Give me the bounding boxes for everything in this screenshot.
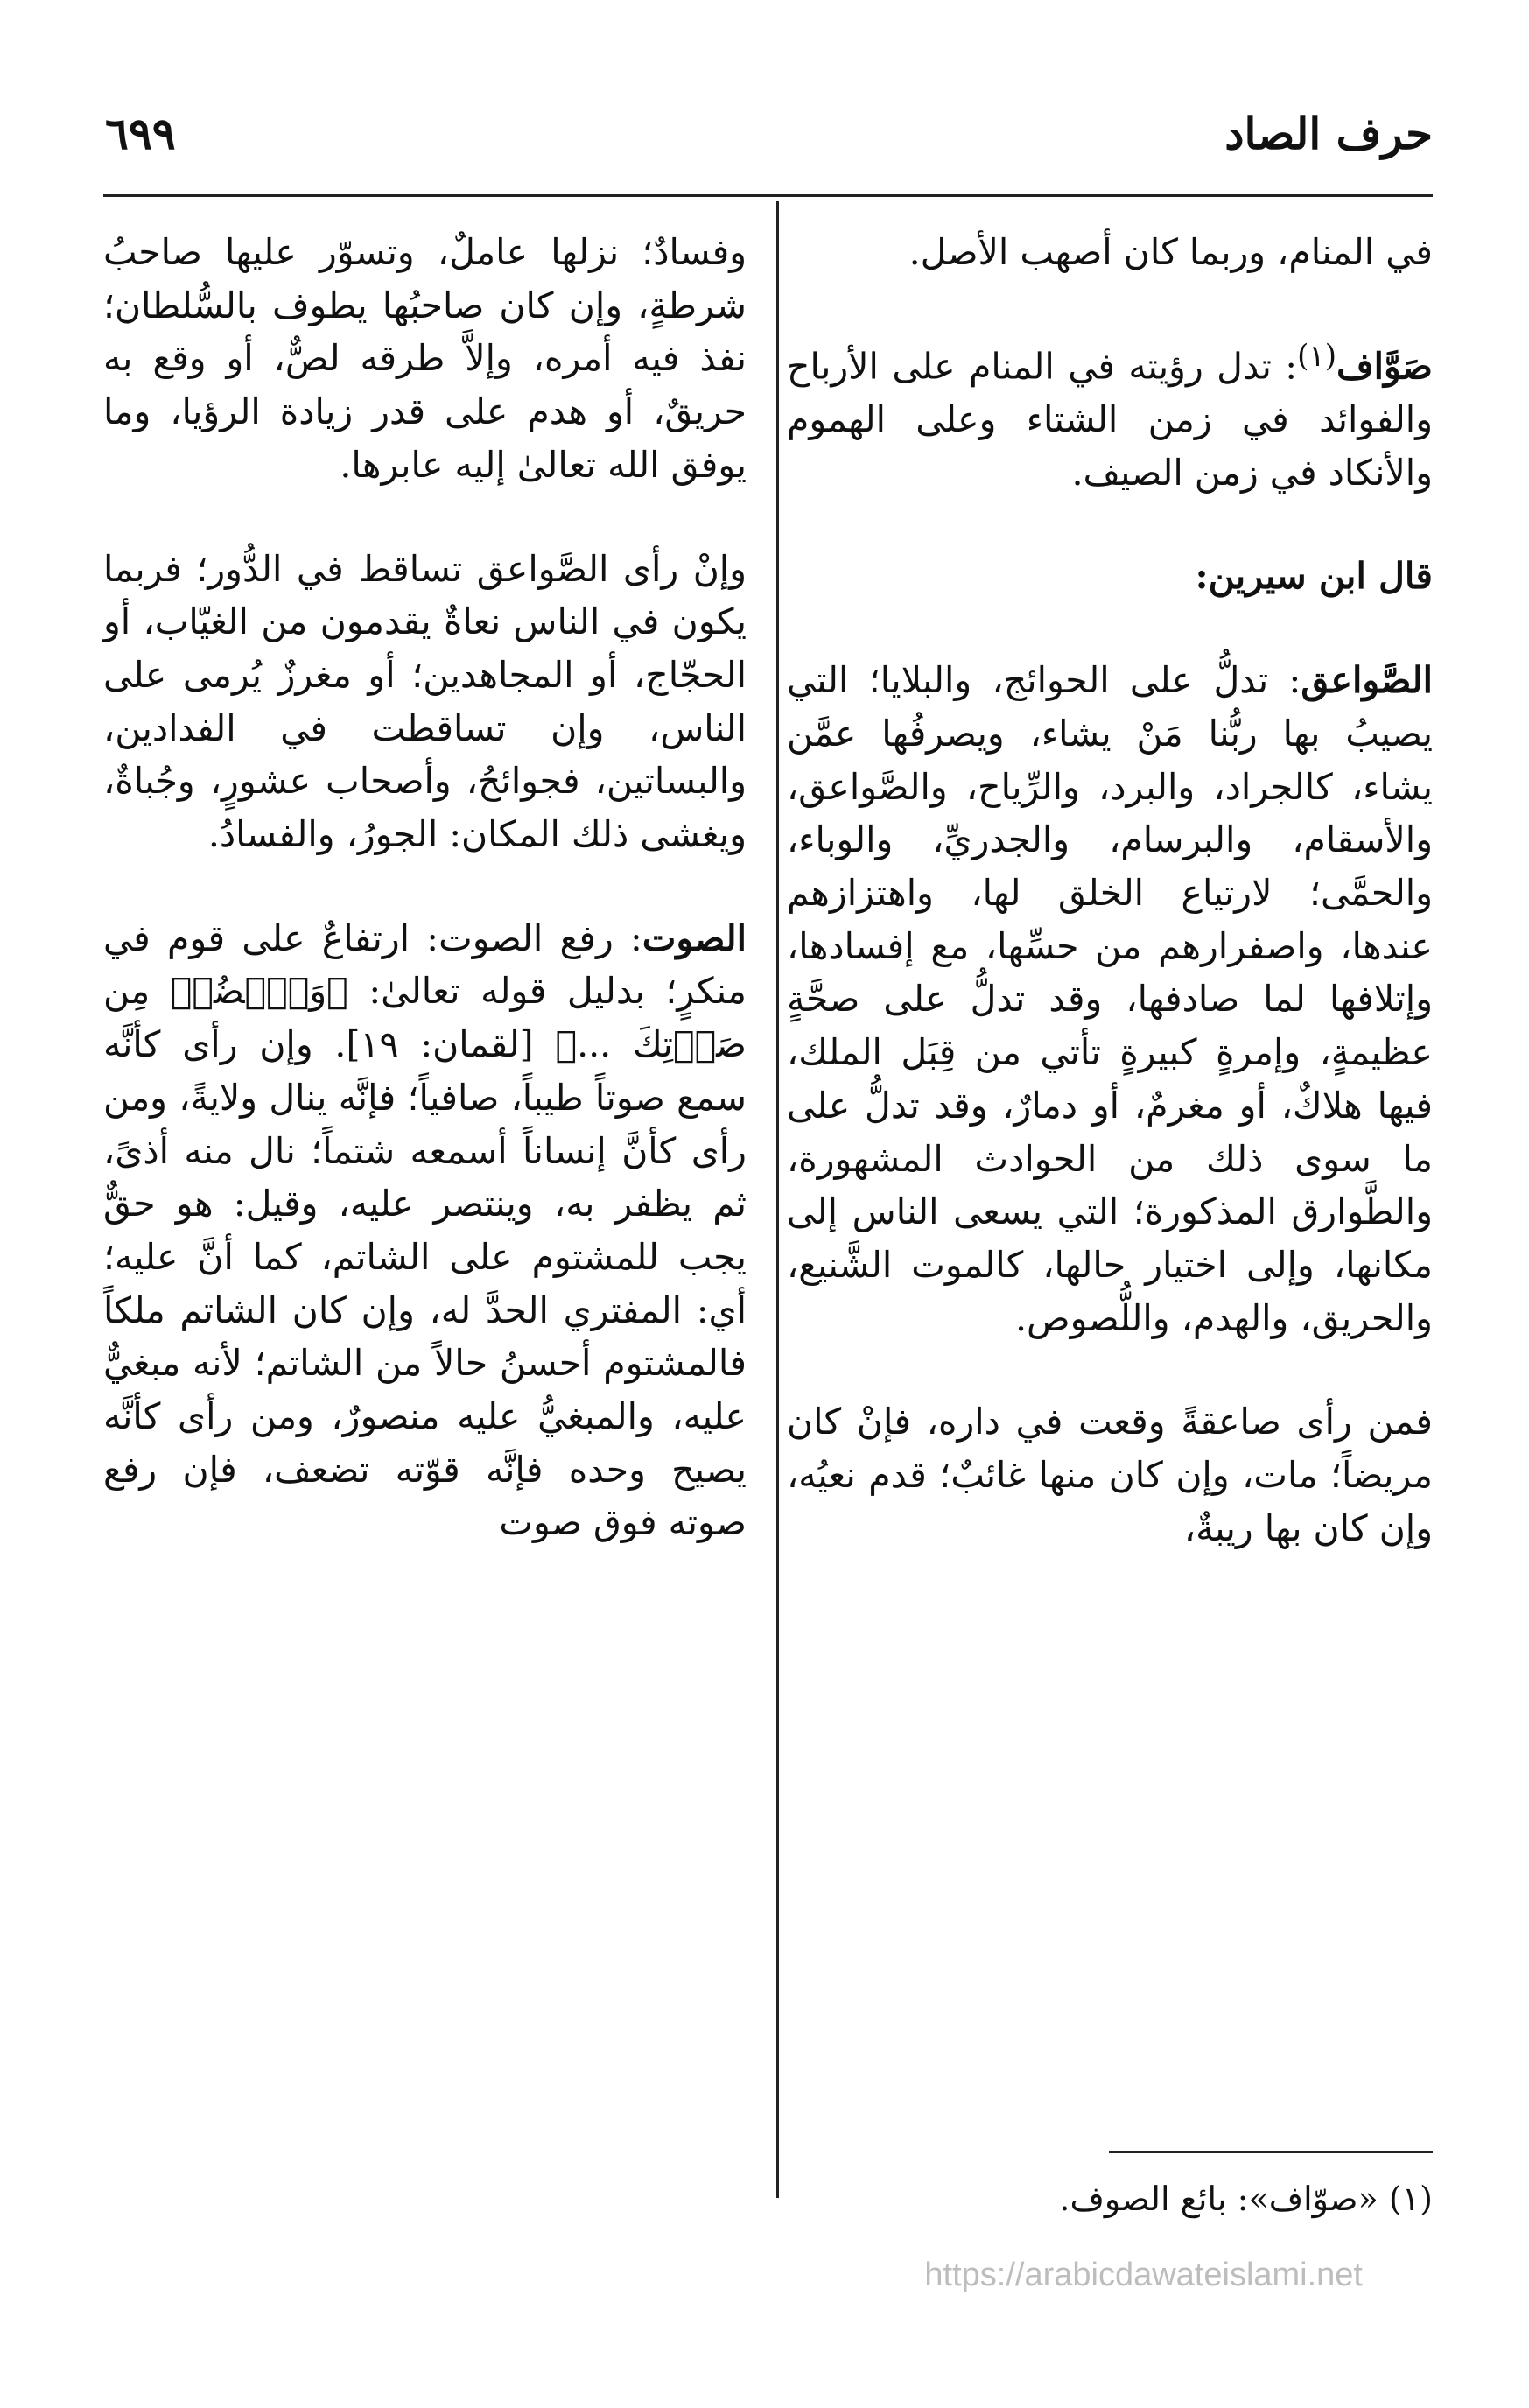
left-column [103, 226, 747, 1549]
paragraph-text: : تدل رؤيته في المنام على الأرباح والفوائد في زمن الشتاء وعلى الهموم والأنكاد في زمن الصيف. [787, 345, 1433, 494]
paragraph-text: : رفع الصوت: ارتفاعٌ على قوم في منكرٍ؛ بدليل قوله تعالىٰ: ﴿وَٱغۡضُضۡ مِن صَوۡتِكَ ...﴾ [لقمان: ١٩]. وإن رأى كأنَّه سمع صوتاً طيباً، صافياً؛ فإنَّه ينال ولايةً، ومن رأى كأنَّ إنساناً أسمعه شتماً؛ نال منه أذىً، ثم يظفر به، وينتصر عليه، وقيل: هو حقٌّ يجب للمشتوم على الشاتم، كما أنَّ عليه؛ أي: المفتري الحدَّ له، وإن كان الشاتم ملكاً فالمشتوم أحسنُ حالاً من الشاتم؛ لأنه مبغيٌّ عليه، والمبغيُّ عليه منصورٌ، ومن رأى كأنَّه يصيح وحده فإنَّه قوّته تضعف، فإن رفع صوته فوق صوت [103, 916, 747, 1544]
paragraph-text: : تدلُّ على الحوائج، والبلايا؛ التي يصيبُ بها ربُّنا مَنْ يشاء، ويصرفُها عمَّن يشاء، كالجراد، والبرد، والرِّياح، والصَّواعق، والأسقام، والبرسام، والجدريِّ، والوباء، والحمَّى؛ لارتياع الخلق لها، واهتزازهم عندها، واصفرارهم من حسِّها، مع إفسادها، وإتلافها لما صادفها، وقد تدلُّ على صحَّةٍ عظيمةٍ، وإمرةٍ كبيرةٍ تأتي من قِبَل الملك، فيها هلاكٌ، أو مغرمٌ، أو دمارٌ، وقد تدلُّ على ما سوى ذلك من الحوادث المشهورة، والطَّوارق المذكورة؛ التي يسعى الناس إلى مكانها، وإلى اختيار حالها، كالموت الشَّنيع، والحريق، والهدم، واللُّصوص. [787, 659, 1433, 1339]
paragraph-text: فمن رأى صاعقةً وقعت في داره، فإنْ كان مريضاً؛ مات، وإن كان منها غائبٌ؛ قدم نعيُه، وإن كان بها ريبةٌ، [787, 1401, 1433, 1549]
footnote-reference: (١) [1297, 338, 1337, 374]
footnote-number: (١) [1388, 2180, 1433, 2218]
running-header-title: حرف الصاد [1224, 108, 1433, 159]
footnote [787, 2178, 1433, 2221]
paragraph [787, 226, 1433, 279]
paragraph [787, 1395, 1433, 1555]
paragraph [787, 330, 1433, 500]
entry-term: الصَّواعق [1301, 659, 1433, 702]
paragraph [103, 226, 747, 492]
footnote-divider [1109, 2151, 1433, 2153]
section-heading: قال ابن سيرين: [1195, 555, 1433, 598]
paragraph [787, 550, 1433, 603]
paragraph-text: في المنام، وربما كان أصهب الأصل. [908, 231, 1433, 273]
paragraph-text: وإنْ رأى الصَّواعق تساقط في الدُّور؛ فربما يكون في الناس نعاةٌ يقدمون من الغيّاب، أو الحجّاج، أو المجاهدين؛ أو مغرزٌ يُرمى على الناس، وإن تساقطت في الفدادين، والبساتين، فجوائحُ، وأصحاب عشورٍ، وجُباةٌ، ويغشى ذلك المكان: الجورُ، والفسادُ. [103, 547, 747, 856]
page-number: ٦٩٩ [105, 108, 176, 159]
paragraph [787, 654, 1433, 1344]
watermark-url: https://arabicdawateislami.net [924, 2257, 1363, 2293]
entry-term: الصوت [642, 916, 747, 959]
paragraph-text: وفسادٌ؛ نزلها عاملٌ، وتسوّر عليها صاحبُ شرطةٍ، وإن كان صاحبُها يطوف بالسُّلطان؛ نفذ فيه أمره، وإلاَّ طرقه لصٌّ، أو وقع به حريقٌ، أو هدم على قدر زيادة الرؤيا، وما يوفق الله تعالىٰ إليه عابرها. [103, 231, 747, 486]
column-divider [776, 201, 779, 2198]
footnote-text: «صوّاف»: بائع الصوف. [1059, 2180, 1378, 2218]
right-column [787, 226, 1433, 1555]
entry-term: صَوَّاف [1336, 345, 1433, 388]
header-divider [103, 194, 1433, 197]
paragraph [103, 543, 747, 861]
paragraph [103, 912, 747, 1549]
